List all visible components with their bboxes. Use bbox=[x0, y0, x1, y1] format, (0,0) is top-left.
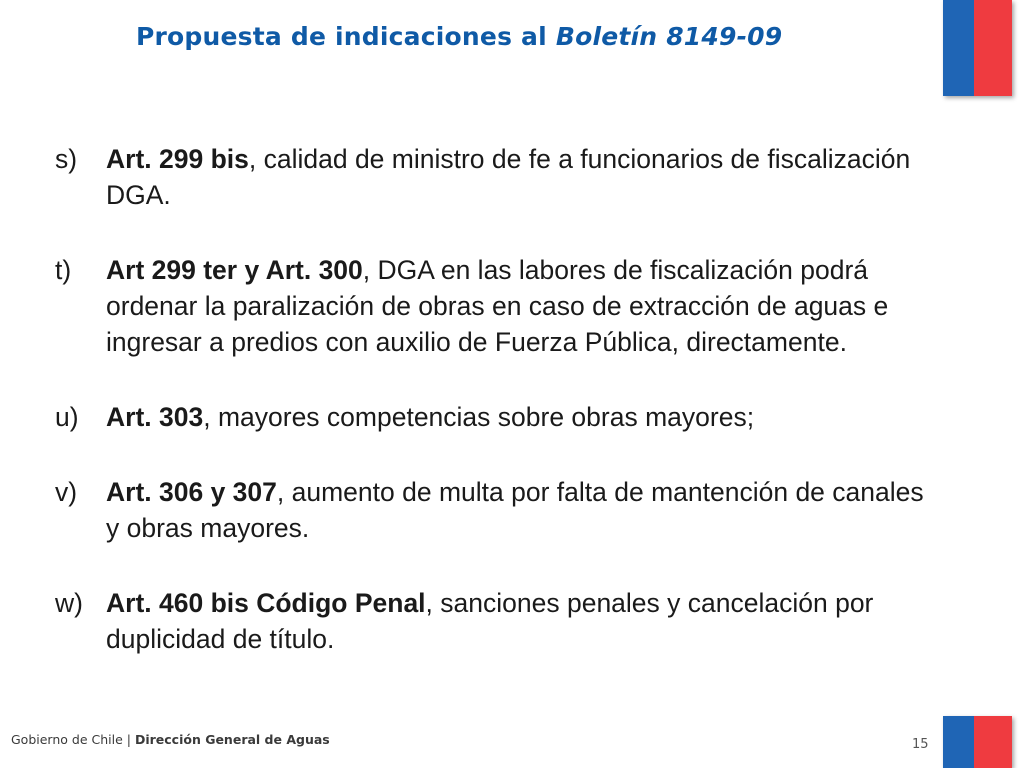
page-number: 15 bbox=[912, 737, 929, 752]
article-description: , sanciones penales y cancelación por duplicidad de título. bbox=[106, 588, 874, 654]
article-ref: Art 299 ter y Art. 300 bbox=[106, 255, 363, 285]
list-item-letter: v) bbox=[55, 477, 78, 507]
footer-organization bbox=[11, 732, 330, 747]
list-item-text bbox=[106, 474, 935, 546]
list-item bbox=[55, 474, 935, 546]
list-item-text bbox=[106, 141, 935, 213]
article-ref: Art. 299 bis bbox=[106, 144, 249, 174]
article-description: , calidad de ministro de fe a funcionarios de fiscalización DGA. bbox=[106, 144, 911, 210]
list-item-letter: w) bbox=[55, 588, 83, 618]
article-description: , DGA en las labores de fiscalización podrá ordenar la paralización de obras en caso de extracción de aguas e ingresar a predios con auxilio de Fuerza Pública, directamente. bbox=[106, 255, 889, 357]
flag-blue-stripe bbox=[943, 716, 974, 768]
flag-red-stripe bbox=[974, 716, 1012, 768]
article-description: , aumento de multa por falta de mantención de canales y obras mayores. bbox=[106, 477, 924, 543]
footer-department: Dirección General de Aguas bbox=[134, 732, 330, 747]
chile-flag-top-decoration bbox=[943, 0, 1012, 96]
list-item-letter: s) bbox=[55, 144, 78, 174]
list-item bbox=[55, 585, 935, 657]
article-ref: Art. 460 bis Código Penal bbox=[106, 588, 426, 618]
article-list bbox=[55, 141, 935, 696]
article-ref: Art. 303 bbox=[106, 402, 204, 432]
list-item-letter: u) bbox=[55, 402, 79, 432]
flag-red-stripe bbox=[974, 0, 1012, 96]
list-item-letter: t) bbox=[55, 255, 72, 285]
list-item-text bbox=[106, 399, 935, 435]
list-item bbox=[55, 141, 935, 213]
list-item-text bbox=[106, 252, 935, 360]
chile-flag-bottom-decoration bbox=[943, 716, 1012, 768]
title-prefix: Propuesta de indicaciones al bbox=[136, 22, 556, 51]
footer-gov: Gobierno de Chile | bbox=[11, 732, 135, 747]
list-item-text bbox=[106, 585, 935, 657]
article-description: , mayores competencias sobre obras mayores; bbox=[203, 402, 755, 432]
list-item bbox=[55, 399, 935, 435]
slide-title bbox=[136, 22, 896, 51]
flag-blue-stripe bbox=[943, 0, 974, 96]
list-item bbox=[55, 252, 935, 360]
title-bulletin: Boletín 8149-09 bbox=[555, 22, 783, 51]
article-ref: Art. 306 y 307 bbox=[106, 477, 277, 507]
